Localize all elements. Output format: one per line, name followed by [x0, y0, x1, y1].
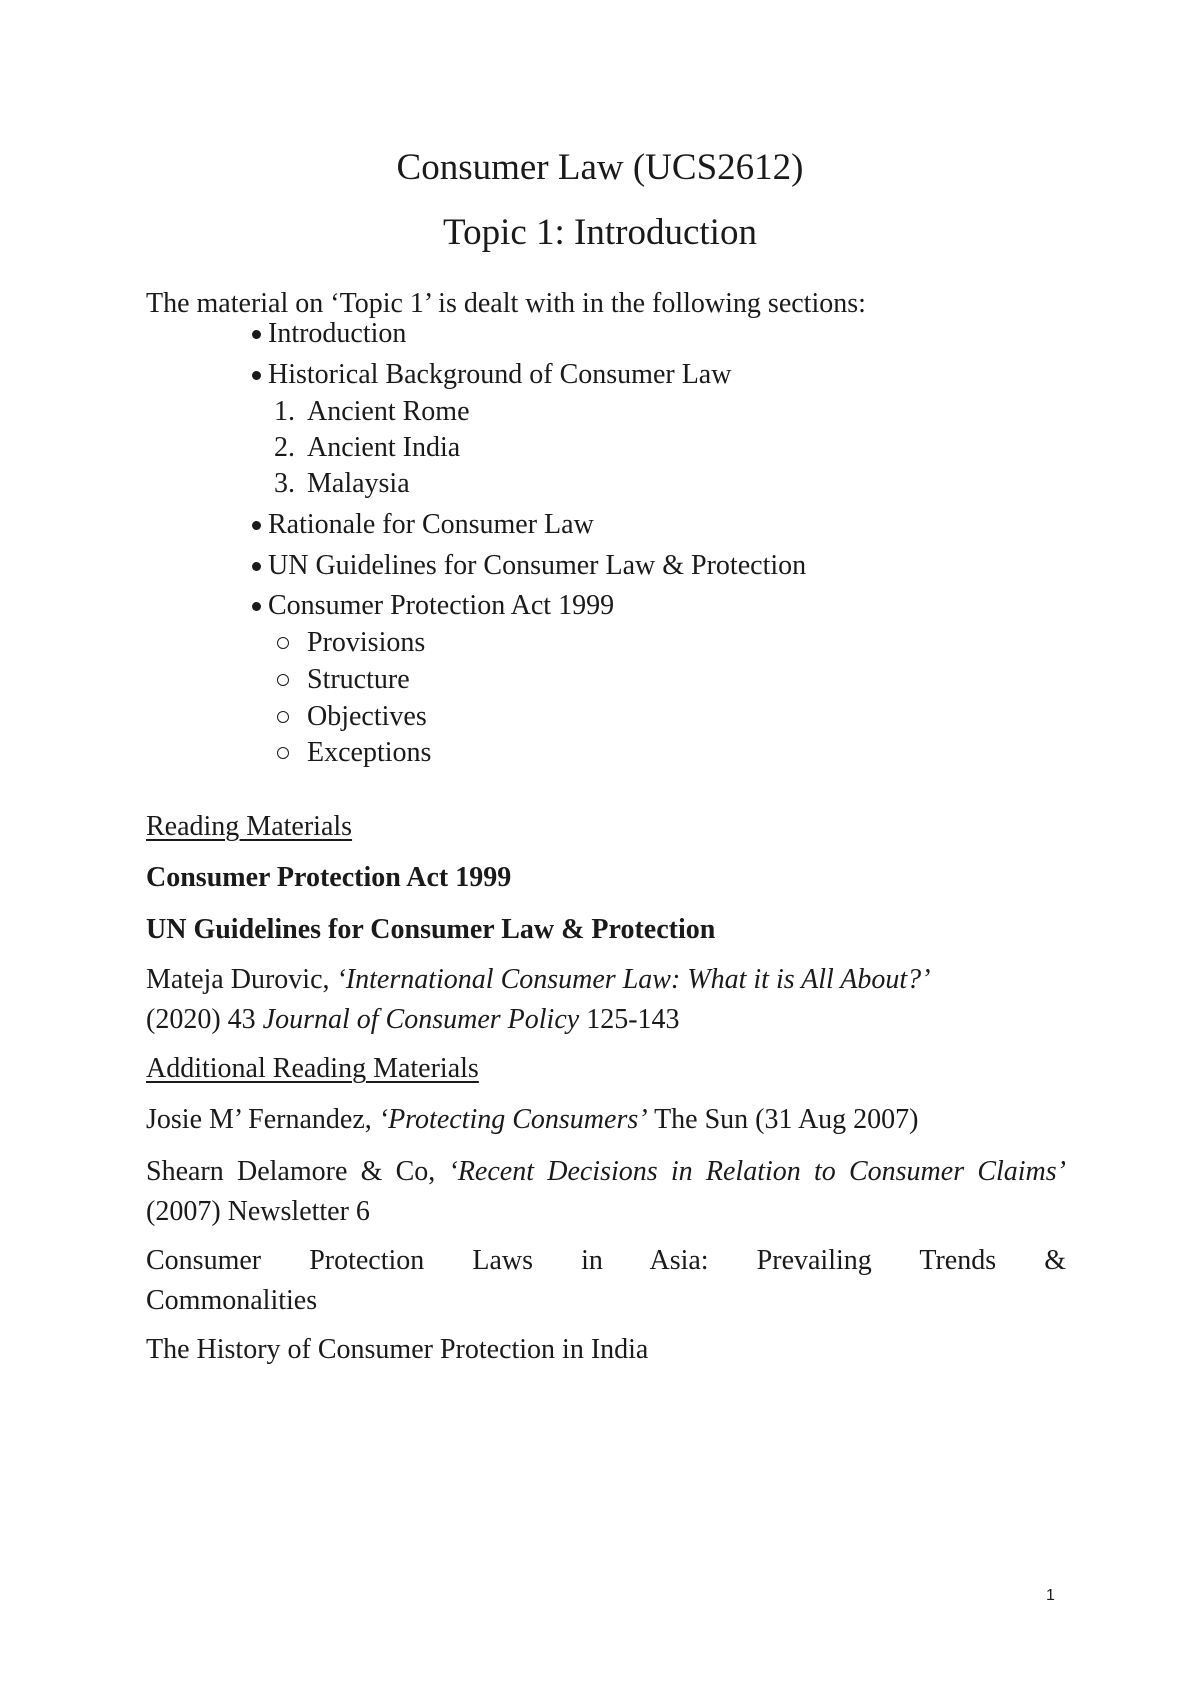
circle-bullet-icon [277, 711, 289, 723]
list-number: 2. [274, 432, 295, 463]
list-number: 3. [274, 468, 295, 499]
ref-title: ‘International Consumer Law: What it is All About?’ [336, 964, 931, 995]
ref-author: Mateja Durovic, [146, 964, 337, 995]
reading-item-un-guidelines: UN Guidelines for Consumer Law & Protection [146, 914, 716, 945]
outline-item-introduction: Introduction [268, 318, 407, 349]
outline-subitem: Malaysia [307, 468, 410, 499]
ref-source: (2007) Newsletter 6 [146, 1196, 370, 1227]
additional-reading-heading: Additional Reading Materials [146, 1053, 479, 1084]
ref-pages: 125-143 [579, 1004, 680, 1035]
ref-title: ‘Protecting Consumers’ [378, 1104, 648, 1135]
intro-text: The material on ‘Topic 1’ is dealt with in the following sections: [146, 288, 866, 319]
page-number: 1 [1046, 1587, 1055, 1604]
bullet-icon [252, 602, 261, 611]
ref-journal: Journal of Consumer Policy [262, 1004, 580, 1035]
outline-subitem: Ancient Rome [307, 396, 470, 427]
outline-item-historical: Historical Background of Consumer Law [268, 359, 732, 390]
circle-bullet-icon [277, 674, 289, 686]
bullet-icon [252, 521, 261, 530]
outline-subitem: Provisions [307, 627, 426, 658]
document-subtitle: Topic 1: Introduction [443, 212, 757, 253]
ref-author: Josie M’ Fernandez, [146, 1104, 379, 1135]
outline-item-un-guidelines: UN Guidelines for Consumer Law & Protection [268, 550, 807, 581]
reading-item-cpa: Consumer Protection Act 1999 [146, 862, 512, 893]
additional-reference-shearn [146, 1152, 1066, 1232]
additional-reference-india: The History of Consumer Protection in India [146, 1334, 649, 1365]
outline-subitem: Ancient India [307, 432, 461, 463]
bullet-icon [252, 371, 261, 380]
ref-title: ‘Recent Decisions in Relation to Consumer Claims’ [448, 1156, 1066, 1187]
outline-subitem: Structure [307, 664, 410, 695]
circle-bullet-icon [277, 637, 289, 649]
outline-subitem: Objectives [307, 701, 427, 732]
outline-item-cpa: Consumer Protection Act 1999 [268, 590, 615, 621]
ref-source: The Sun (31 Aug 2007) [647, 1104, 919, 1135]
outline-subitem: Exceptions [307, 737, 432, 768]
additional-reference-fernandez [146, 1100, 1066, 1140]
reading-reference-durovic [146, 960, 1066, 1040]
reading-materials-heading: Reading Materials [146, 811, 353, 842]
circle-bullet-icon [277, 747, 289, 759]
additional-reference-asia: Consumer Protection Laws in Asia: Prevailing Trends & Commonalities [146, 1245, 1066, 1316]
list-number: 1. [274, 396, 295, 427]
ref-year-volume: (2020) 43 [146, 1004, 263, 1035]
bullet-icon [252, 562, 261, 571]
bullet-icon [252, 330, 261, 339]
ref-author: Shearn Delamore & Co, [146, 1156, 449, 1187]
outline-item-rationale: Rationale for Consumer Law [268, 509, 594, 540]
document-title: Consumer Law (UCS2612) [396, 147, 804, 188]
